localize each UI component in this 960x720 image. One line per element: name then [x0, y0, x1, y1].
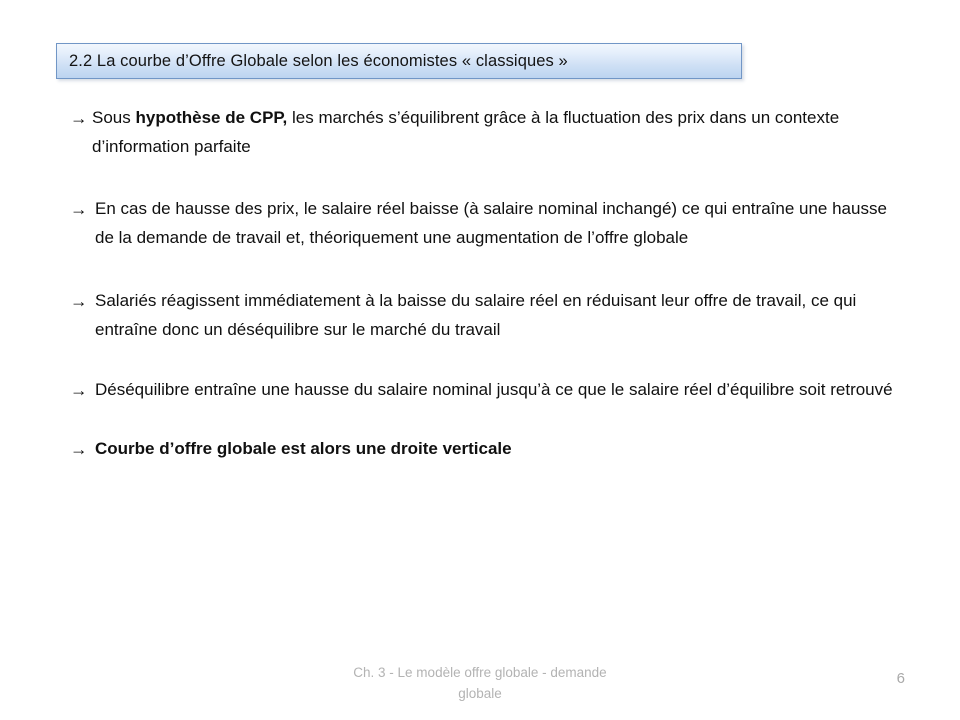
spacer-3 — [62, 344, 872, 376]
page-number: 6 — [896, 670, 905, 687]
arrow-right-bullet-icon: → — [70, 380, 88, 400]
bullet-5-text: Courbe d’offre globale est alors une droite verticale — [95, 438, 512, 458]
arrow-right-bullet-icon: → — [70, 108, 88, 128]
footer-line-2: globale — [458, 686, 502, 701]
arrow-right-bullet-icon: → — [70, 291, 88, 311]
bullet-paragraph-2 — [62, 195, 895, 252]
bullet-1-rest: les marchés s’équilibrent grâce à la fluctuation des prix dans un contexte d’information parfaite — [92, 108, 840, 156]
slide-title-banner — [56, 43, 742, 79]
page-title: 2.2 La courbe d’Offre Globale selon les économistes « classiques » — [69, 51, 568, 70]
bullet-paragraph-3 — [62, 287, 900, 344]
bullet-1-lead-bold: hypothèse de CPP, — [135, 108, 288, 127]
spacer-1 — [62, 161, 872, 195]
spacer-2 — [62, 252, 872, 287]
spacer-4 — [62, 405, 872, 435]
bullet-2-text: En cas de hausse des prix, le salaire réel baisse (à salaire nominal inchangé) ce qui entraîne une hausse de la demande de travail et, théoriquement une augmentation de l’offre globale — [95, 199, 887, 247]
arrow-right-bullet-icon: → — [70, 438, 88, 459]
slide-footer — [265, 662, 695, 704]
slide-body — [62, 104, 893, 463]
bullet-4-text: Déséquilibre entraîne une hausse du salaire nominal jusqu’à ce que le salaire réel d’équilibre soit retrouvé — [95, 380, 893, 399]
bullet-paragraph-1 — [62, 104, 892, 161]
bullet-paragraph-4 — [62, 376, 895, 405]
arrow-right-bullet-icon: → — [70, 199, 88, 219]
footer-line-1: Ch. 3 - Le modèle offre globale - demande — [353, 665, 607, 680]
bullet-1-lead-plain: Sous — [92, 108, 136, 127]
bullet-paragraph-5 — [62, 435, 895, 464]
bullet-3-text: Salariés réagissent immédiatement à la baisse du salaire réel en réduisant leur offre de travail, ce qui entraîne donc un déséquilibre sur le marché du travail — [95, 291, 857, 339]
